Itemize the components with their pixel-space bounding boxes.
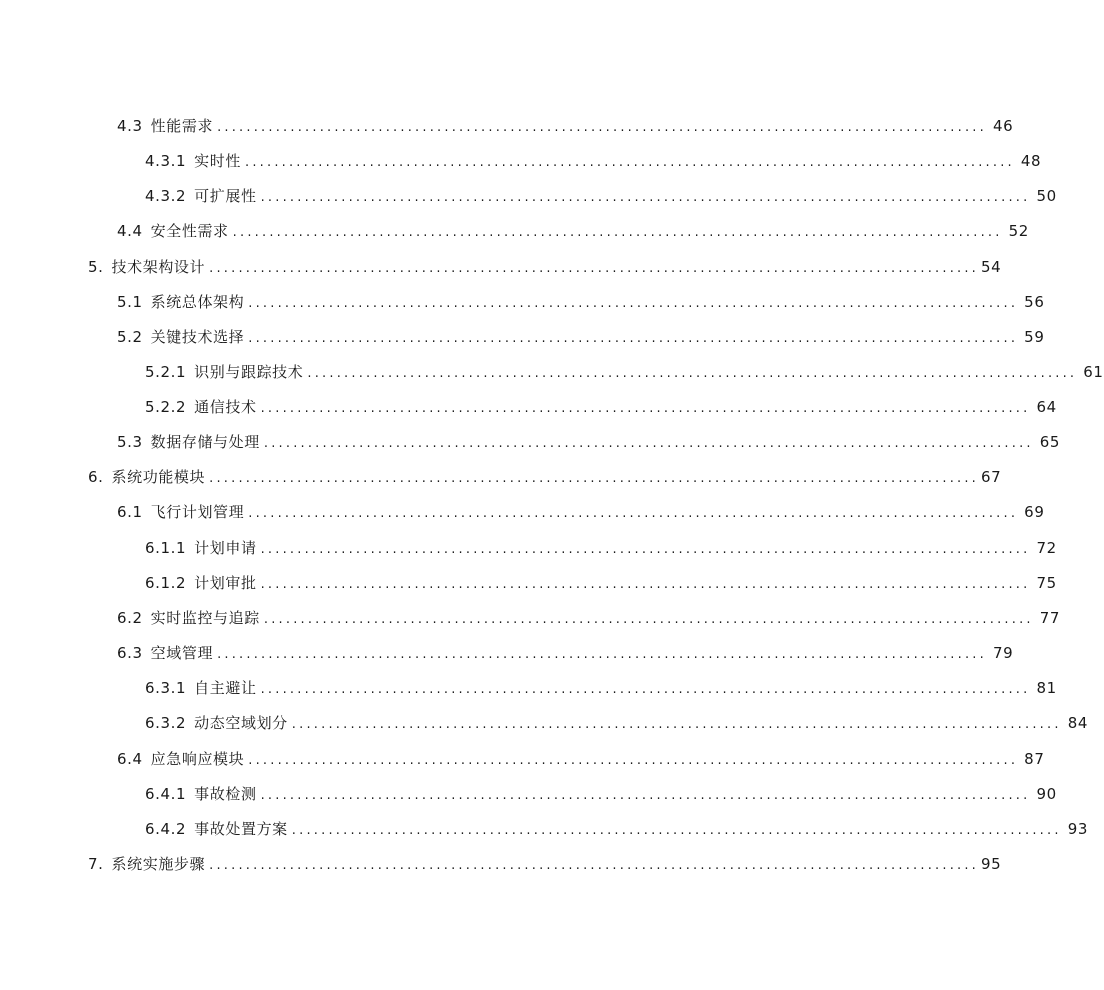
toc-entry-number: 4.3.2 — [145, 186, 187, 205]
toc-entry[interactable] — [0, 710, 1088, 734]
toc-entry-number: 4.4 — [117, 221, 143, 240]
dot-leader: ......................................................................................................... — [217, 646, 987, 662]
toc-entry[interactable] — [0, 183, 1057, 207]
toc-entry-title: 系统实施步骤 — [111, 854, 206, 873]
toc-entry[interactable] — [0, 816, 1088, 840]
toc-entry-number: 6.3.2 — [145, 713, 187, 732]
toc-entry-page: 61 — [1083, 362, 1104, 381]
toc-entry-title: 实时监控与追踪 — [150, 608, 260, 627]
toc-entry-title: 系统总体架构 — [150, 292, 245, 311]
toc-entry[interactable] — [0, 218, 1029, 242]
dot-leader: ......................................................................................................... — [248, 505, 1019, 521]
toc-entry-page: 69 — [1024, 502, 1045, 521]
toc-entry[interactable] — [0, 289, 1045, 313]
toc-entry-number: 6.3.1 — [145, 678, 187, 697]
dot-leader: ......................................................................................................... — [244, 154, 1015, 170]
toc-entry-page: 84 — [1067, 713, 1088, 732]
toc-entry-number: 5.3 — [117, 432, 143, 451]
toc-entry-number: 6. — [88, 467, 104, 486]
toc-entry-page: 50 — [1036, 186, 1057, 205]
toc-entry-title: 安全性需求 — [150, 221, 229, 240]
toc-entry[interactable] — [0, 113, 1014, 137]
toc-entry[interactable] — [0, 605, 1061, 629]
toc-entry-page: 75 — [1036, 573, 1057, 592]
dot-leader: ......................................................................................................... — [291, 716, 1062, 732]
toc-entry[interactable] — [0, 359, 1104, 383]
toc-entry-page: 95 — [981, 854, 1002, 873]
toc-entry-title: 技术架构设计 — [111, 257, 206, 276]
toc-entry-title: 系统功能模块 — [111, 467, 206, 486]
toc-entry-number: 5.2 — [117, 327, 143, 346]
toc-entry-page: 87 — [1024, 749, 1045, 768]
dot-leader: ......................................................................................................... — [263, 611, 1034, 627]
dot-leader: ......................................................................................................... — [209, 470, 980, 486]
toc-entry-page: 64 — [1036, 397, 1057, 416]
toc-entry[interactable] — [0, 570, 1057, 594]
toc-entry-title: 动态空域划分 — [194, 713, 288, 732]
toc-entry-page: 48 — [1020, 151, 1042, 170]
toc-entry-title: 计划申请 — [194, 538, 257, 557]
toc-entry-number: 4.3 — [117, 116, 143, 135]
toc-entry-page: 46 — [992, 116, 1014, 135]
toc-entry-title: 识别与跟踪技术 — [194, 362, 304, 381]
toc-entry[interactable] — [0, 851, 1002, 875]
toc-entry-title: 计划审批 — [194, 573, 257, 592]
dot-leader: ......................................................................................................... — [291, 822, 1062, 838]
toc-entry[interactable] — [0, 746, 1045, 770]
toc-entry-page: 67 — [981, 467, 1002, 486]
toc-entry-page: 79 — [992, 643, 1014, 662]
toc-entry-page: 52 — [1008, 221, 1029, 240]
dot-leader: ......................................................................................................... — [248, 330, 1019, 346]
toc-entry[interactable] — [0, 464, 1002, 488]
dot-leader: ......................................................................................................... — [248, 295, 1019, 311]
toc-entry-title: 通信技术 — [194, 397, 257, 416]
toc-entry[interactable] — [0, 148, 1042, 172]
toc-entry-page: 54 — [981, 257, 1002, 276]
toc-entry-number: 6.4 — [117, 749, 143, 768]
toc-entry-title: 事故处置方案 — [194, 819, 288, 838]
dot-leader: ......................................................................................................... — [260, 681, 1031, 697]
dot-leader: ......................................................................................................... — [209, 260, 980, 276]
toc-entry[interactable] — [0, 254, 1002, 278]
toc-entry-title: 事故检测 — [194, 784, 257, 803]
dot-leader: ......................................................................................................... — [232, 224, 1003, 240]
toc-entry-title: 关键技术选择 — [150, 327, 245, 346]
toc-entry-title: 数据存储与处理 — [150, 432, 260, 451]
toc-entry[interactable] — [0, 675, 1057, 699]
dot-leader: ......................................................................................................... — [260, 400, 1031, 416]
dot-leader: ......................................................................................................... — [263, 435, 1034, 451]
dot-leader: ......................................................................................................... — [209, 857, 980, 873]
toc-entry-number: 6.4.1 — [145, 784, 187, 803]
toc-entry-number: 5. — [88, 257, 104, 276]
toc-entry[interactable] — [0, 394, 1057, 418]
toc-entry-number: 6.4.2 — [145, 819, 187, 838]
toc-entry[interactable] — [0, 324, 1045, 348]
toc-entry[interactable] — [0, 640, 1014, 664]
dot-leader: ......................................................................................................... — [248, 752, 1019, 768]
dot-leader: ......................................................................................................... — [260, 541, 1031, 557]
toc-entry-number: 6.1.2 — [145, 573, 187, 592]
toc-entry[interactable] — [0, 499, 1045, 523]
toc-entry-page: 90 — [1036, 784, 1057, 803]
toc-entry-number: 6.2 — [117, 608, 143, 627]
toc-entry[interactable] — [0, 535, 1057, 559]
toc-entry-number: 5.2.2 — [145, 397, 187, 416]
toc-entry-number: 4.3.1 — [145, 151, 187, 170]
toc-entry-page: 81 — [1036, 678, 1057, 697]
toc-entry-page: 56 — [1024, 292, 1045, 311]
toc-entry-number: 6.3 — [117, 643, 143, 662]
toc-entry-title: 性能需求 — [150, 116, 214, 135]
toc-entry-title: 飞行计划管理 — [150, 502, 245, 521]
dot-leader: ......................................................................................................... — [260, 576, 1031, 592]
toc-entry-title: 空域管理 — [150, 643, 214, 662]
toc-entry-page: 93 — [1067, 819, 1088, 838]
toc-entry-title: 自主避让 — [194, 678, 257, 697]
toc-entry[interactable] — [0, 781, 1057, 805]
toc-entry-number: 6.1.1 — [145, 538, 187, 557]
toc-entry-page: 65 — [1039, 432, 1061, 451]
toc-entry-title: 应急响应模块 — [150, 749, 245, 768]
dot-leader: ......................................................................................................... — [217, 119, 987, 135]
toc-entry-title: 实时性 — [194, 151, 241, 170]
toc-entry-number: 5.2.1 — [145, 362, 187, 381]
dot-leader: ......................................................................................................... — [307, 365, 1078, 381]
toc-entry[interactable] — [0, 429, 1061, 453]
toc-entry-number: 7. — [88, 854, 104, 873]
toc-entry-page: 59 — [1024, 327, 1045, 346]
toc-entry-page: 72 — [1036, 538, 1057, 557]
toc-entry-title: 可扩展性 — [194, 186, 257, 205]
dot-leader: ......................................................................................................... — [260, 787, 1031, 803]
toc-entry-number: 6.1 — [117, 502, 143, 521]
dot-leader: ......................................................................................................... — [260, 189, 1031, 205]
toc-entry-page: 77 — [1039, 608, 1061, 627]
toc-entry-number: 5.1 — [117, 292, 143, 311]
